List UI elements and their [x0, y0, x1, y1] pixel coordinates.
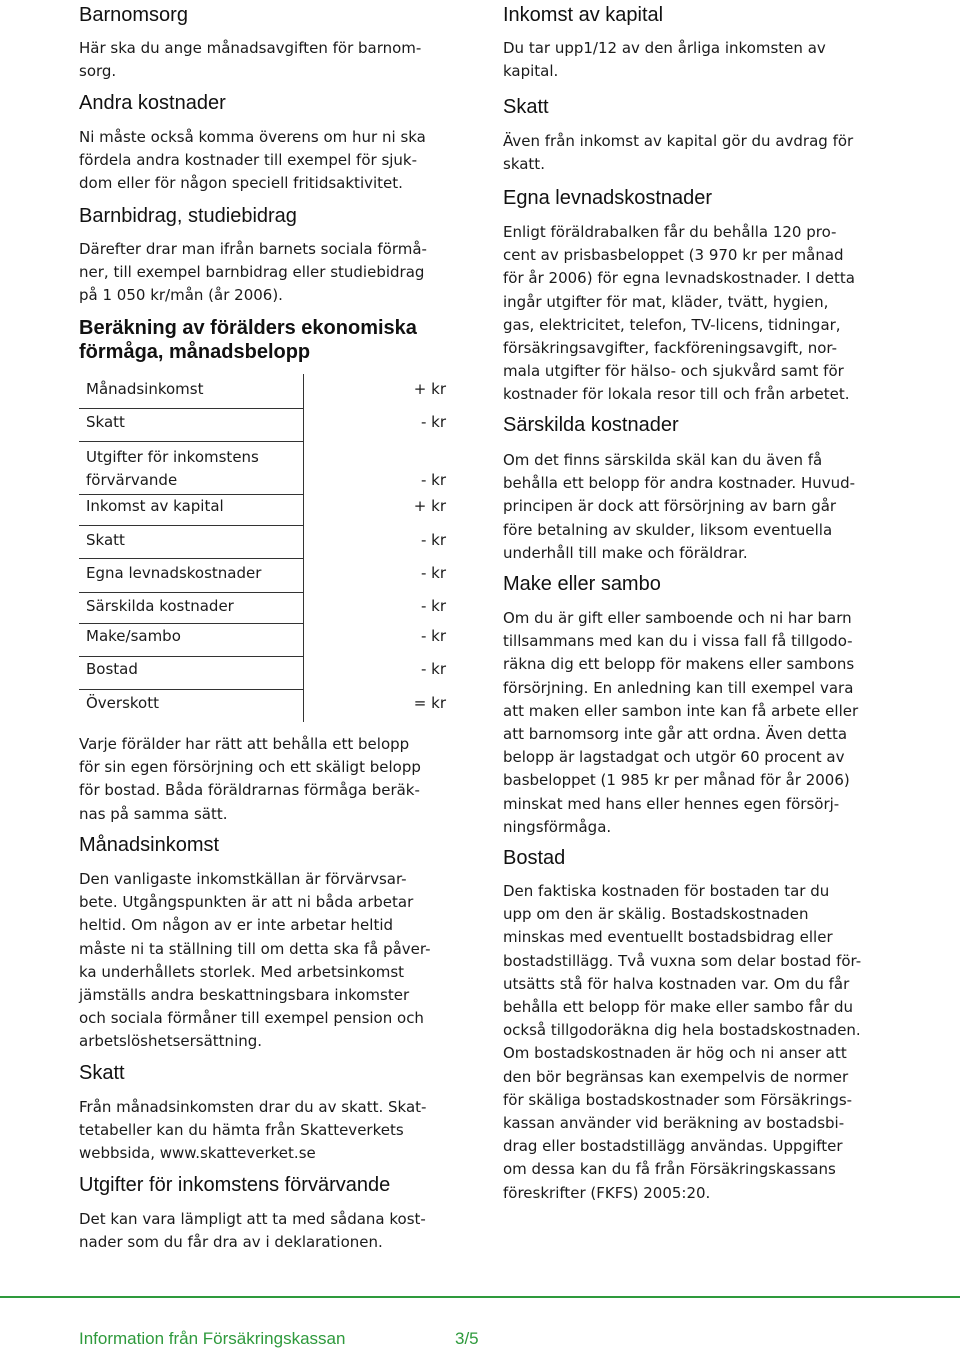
- heading-skatt-left: Skatt: [79, 1062, 125, 1084]
- row-value: + kr: [413, 497, 446, 515]
- paragraph-make-eller-sambo: Om du är gift eller samboende och ni har barn tillsammans med kan du i vissa fall få tillgodo- räkna dig ett belopp för makens eller sambons försörjning. En anledning kan till exempel vara att maken eller sambon inte kan få arbete eller att barnomsorg inte går att ordna. Även detta belopp är lagstadgat och utgör 60 procent av basbeloppet (1 985 kr per månad för år 2006) minskat med hans eller hennes egen försörj- ningsförmåga.: [503, 609, 859, 836]
- heading-barnomsorg: Barnomsorg: [79, 4, 188, 26]
- row-value: = kr: [413, 694, 446, 712]
- paragraph-manadsinkomst: Den vanligaste inkomstkällan är förvärvsar- bete. Utgångspunkten är att ni båda arbetar heltid. Om någon av er inte arbetar heltid måste ni ta ställning till om detta ska få påver- ka underhållets storlek. Med arbetsinkomst jämställs andra beskattningsbara inkomster och sociala förmåner till exempel pension och arbetslöshetsersättning.: [79, 870, 431, 1051]
- paragraph-varje-foralder: Varje förälder har rätt att behålla ett belopp för sin egen försörjning och ett skäligt belopp för bostad. Båda föräldrarnas förmåga beräk- nas på samma sätt.: [79, 735, 421, 823]
- paragraph-utgifter: Det kan vara lämpligt att ta med sådana kost- nader som du får dra av i deklarationen.: [79, 1210, 426, 1252]
- heading-berakning: Beräkning av förälders ekonomiska förmåga, månadsbelopp: [79, 317, 417, 363]
- heading-inkomst-kapital: Inkomst av kapital: [503, 4, 664, 26]
- heading-andra-kostnader: Andra kostnader: [79, 92, 226, 114]
- row-value: - kr: [420, 597, 446, 615]
- heading-bostad: Bostad: [503, 847, 566, 869]
- paragraph-skatt-right: Även från inkomst av kapital gör du avdrag för skatt.: [503, 132, 854, 174]
- footer-rule: [0, 1296, 960, 1298]
- paragraph-inkomst-kapital: Du tar upp1/12 av den årliga inkomsten av kapital.: [503, 39, 826, 81]
- page-number: 3/5: [455, 1329, 479, 1348]
- paragraph-egna-levnadskostnader: Enligt föräldrabalken får du behålla 120 pro- cent av prisbasbeloppet (3 970 kr per månad för år 2006) för egna levnadskostnader. I detta ingår utgifter för mat, kläder, tvätt, hygien, gas, elektricitet, telefon, TV-licens, tidningar, försäkringsavgifter, fackföreningsavgift, nor- mala utgifter för hälso- och sjukvård samt för kostnader för lokala resor till och från arbetet.: [503, 223, 855, 404]
- footer-title: Information från Försäkringskassan: [79, 1329, 346, 1348]
- heading-make-eller-sambo: Make eller sambo: [503, 573, 661, 595]
- paragraph-bostad: Den faktiska kostnaden för bostaden tar du upp om den är skälig. Bostadskostnaden minskas med eventuellt bostadsbidrag eller bostadstillägg. Två vuxna som delar bostad för- utsätts stå för halva kostnaden var. Om du får behålla ett belopp för make eller sambo får du också tillgodoräkna dig hela bostadskostnaden. Om bostadskostnaden är hög och ni anser att den bör begränsas kan exempelvis de normer för skäliga bostadskostnader som Försäkrings- kassan använder vid beräkning av bostadsbi- drag eller bostadstillägg användas. Uppgifter om dessa kan du få från Försäkringskassans föreskrifter (FKFS) 2005:20.: [503, 882, 862, 1202]
- heading-skatt-right: Skatt: [503, 96, 549, 118]
- heading-egna-levnadskostnader: Egna levnadskostnader: [503, 187, 713, 209]
- heading-sarskilda-kostnader: Särskilda kostnader: [503, 414, 679, 436]
- row-value: - kr: [420, 413, 446, 431]
- table-divider: [303, 374, 304, 722]
- row-value: + kr: [413, 380, 446, 398]
- row-value: - kr: [420, 531, 446, 549]
- paragraph-skatt-left: Från månadsinkomsten drar du av skatt. Skat- tetabeller kan du hämta från Skatteverkets webbsida, www.skatteverket.se: [79, 1098, 427, 1163]
- row-value: - kr: [420, 627, 446, 645]
- paragraph-barnbidrag: Därefter drar man ifrån barnets sociala förmå- ner, till exempel barnbidrag eller studiebidrag på 1 050 kr/mån (år 2006).: [79, 240, 427, 305]
- paragraph-barnomsorg: Här ska du ange månadsavgiften för barnom- sorg.: [79, 39, 422, 81]
- paragraph-sarskilda-kostnader: Om det finns särskilda skäl kan du även få behålla ett belopp för andra kostnader. Huvud- principen är dock att försörjning av barn går före betalning av skulder, liksom eventuella underhåll till make och föräldrar.: [503, 451, 856, 562]
- heading-utgifter: Utgifter för inkomstens förvärvande: [79, 1174, 391, 1196]
- paragraph-andra-kostnader: Ni måste också komma överens om hur ni ska fördela andra kostnader till exempel för sjuk- dom eller för någon speciell fritidsaktivitet.: [79, 128, 426, 193]
- heading-barnbidrag: Barnbidrag, studiebidrag: [79, 205, 297, 227]
- row-value: - kr: [420, 564, 446, 582]
- row-value: - kr: [420, 471, 446, 489]
- row-value: - kr: [420, 660, 446, 678]
- heading-manadsinkomst: Månadsinkomst: [79, 834, 220, 856]
